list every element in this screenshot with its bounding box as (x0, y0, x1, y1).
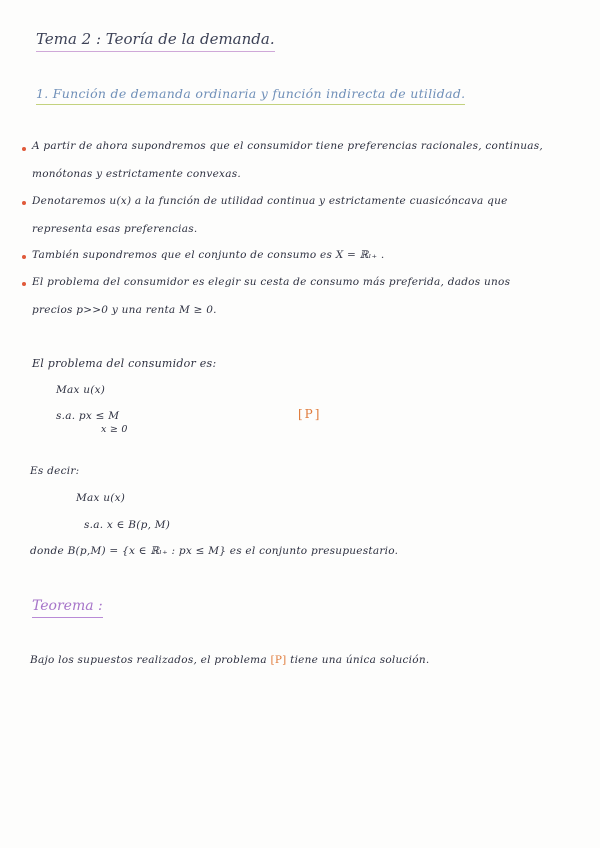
bullet-1-line-2: monótonas y estrictamente convexas. (32, 168, 241, 180)
bullet-dot (22, 282, 26, 286)
problem-intro: El problema del consumidor es: (32, 357, 217, 370)
bullet-dot (22, 255, 26, 259)
section-heading: 1. Función de demanda ordinaria y función indirecta de utilidad. (36, 86, 465, 105)
bullet-dot (22, 147, 26, 151)
bullet-1-line-1: A partir de ahora supondremos que el consumidor tiene preferencias racionales, continuas, (32, 140, 543, 152)
problem-subject-to: s.a. px ≤ M (56, 410, 120, 422)
bullet-2-line-2: representa esas preferencias. (32, 223, 198, 235)
bullet-dot (22, 201, 26, 205)
bullet-4-line-2: precios p>>0 y una renta M ≥ 0. (32, 304, 217, 316)
theorem-text-before: Bajo los supuestos realizados, el problema (30, 654, 267, 666)
problem-label: [P] (298, 407, 322, 421)
budget-set-definition: donde B(p,M) = {x ∈ ℝₗ₊ : px ≤ M} es el conjunto presupuestario. (30, 545, 399, 557)
theorem-text-after: tiene una única solución. (290, 654, 430, 666)
restated-subject-to: s.a. x ∈ B(p, M) (84, 519, 171, 531)
bullet-4-line-1: El problema del consumidor es elegir su cesta de consumo más preferida, dados unos (32, 276, 511, 288)
bullet-2-line-1: Denotaremos u(x) a la función de utilidad continua y estrictamente cuasicóncava que (32, 195, 508, 207)
page-title: Tema 2 : Teoría de la demanda. (36, 30, 275, 52)
problem-nonnegativity: x ≥ 0 (101, 424, 128, 435)
restated-max: Max u(x) (76, 492, 126, 504)
theorem-heading: Teorema : (32, 598, 103, 618)
bullet-3-line-1: También supondremos que el conjunto de consumo es X = ℝₗ₊ . (32, 249, 385, 261)
problem-max: Max u(x) (56, 384, 106, 396)
restated-intro: Es decir: (30, 465, 80, 477)
theorem-statement (30, 654, 429, 666)
theorem-problem-label: [P] (270, 654, 287, 666)
